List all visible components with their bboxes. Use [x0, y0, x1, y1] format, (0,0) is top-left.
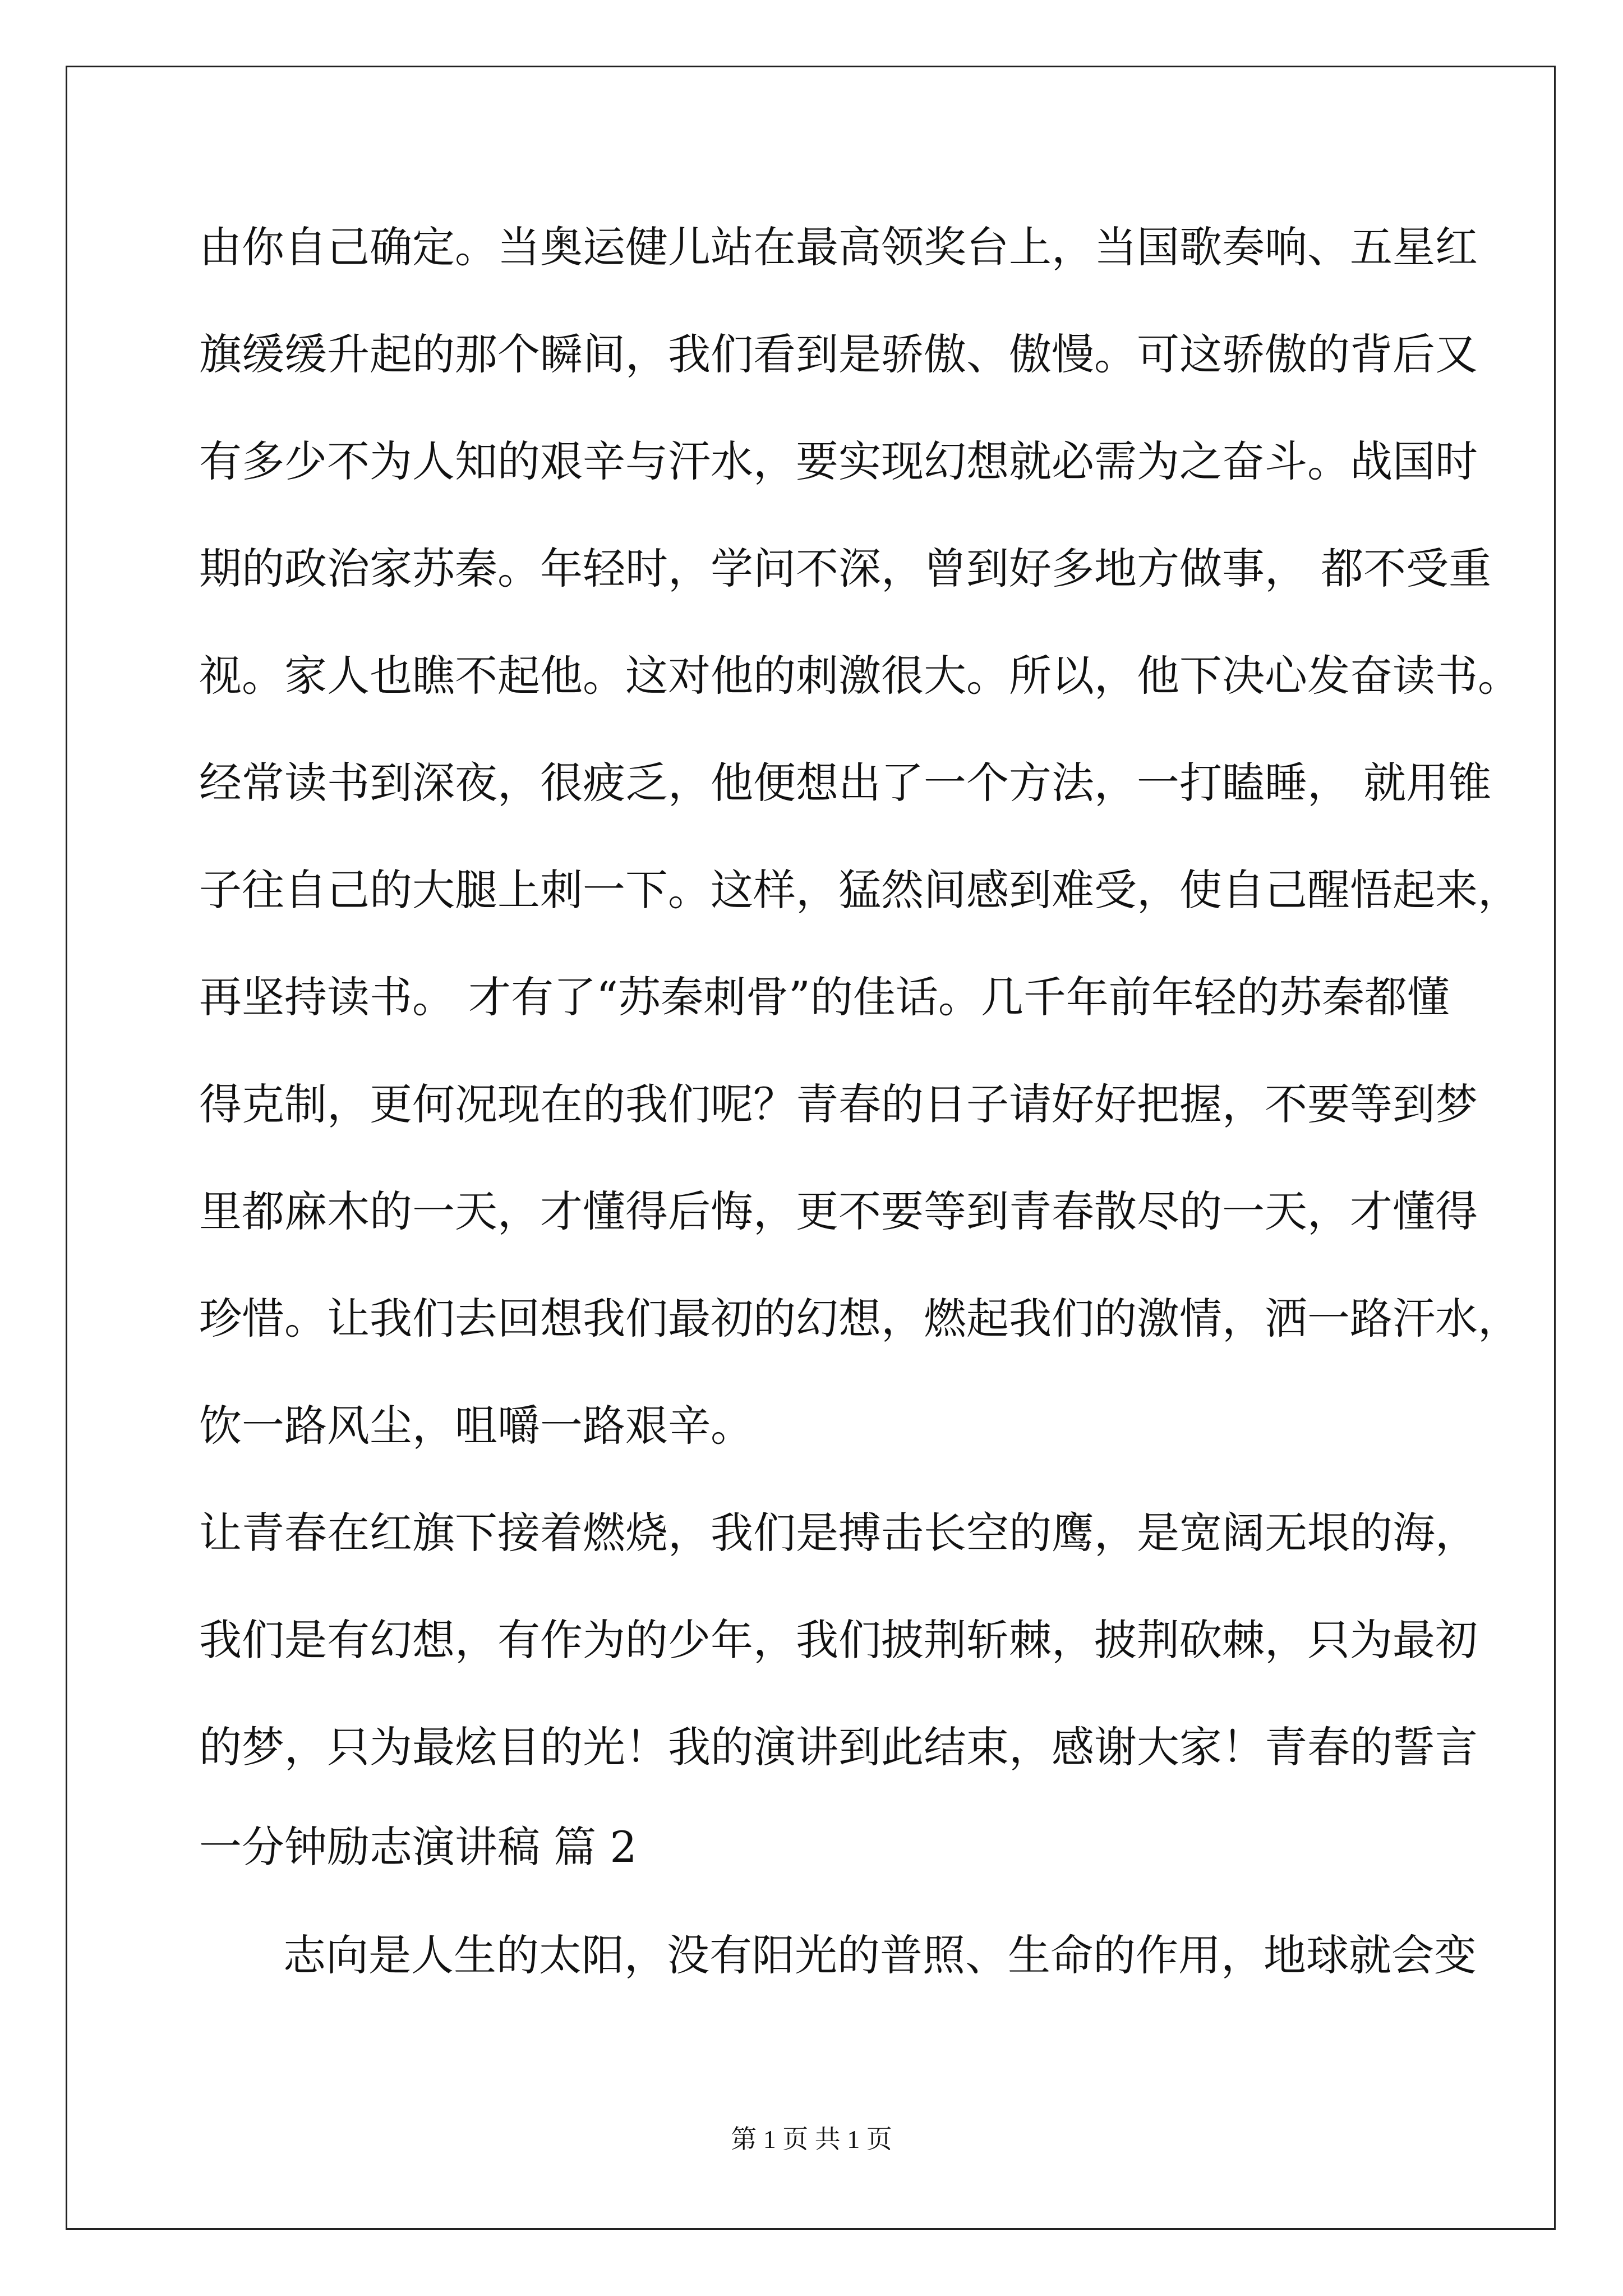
body-line-6: 经常读书到深夜，很疲乏，他便想出了一个方法，一打瞌睡， 就用锥	[199, 758, 1492, 808]
body-line-14: 我们是有幻想，有作为的少年，我们披荆斩棘，披荆砍棘，只为最初	[199, 1615, 1478, 1665]
body-line-11: 珍惜。让我们去回想我们最初的幻想，燃起我们的激情，洒一路汗水，	[199, 1294, 1520, 1343]
body-line-9: 得克制，更何况现在的我们呢？青春的日子请好好把握，不要等到梦	[199, 1079, 1478, 1129]
body-line-2: 旗缓缓升起的那个瞬间，我们看到是骄傲、傲慢。可这骄傲的背后又	[199, 329, 1478, 379]
body-line-15: 的梦，只为最炫目的光！我的演讲到此结束，感谢大家！青春的誓言	[199, 1722, 1478, 1772]
body-line-8: 再坚持读书。 才有了“苏秦刺骨”的佳话。几千年前年轻的苏秦都懂	[199, 972, 1450, 1022]
body-line-4: 期的政治家苏秦。年轻时，学问不深，曾到好多地方做事， 都不受重	[199, 544, 1492, 593]
body-line-1: 由你自己确定。当奥运健儿站在最高领奖台上，当国歌奏响、五星红	[199, 222, 1478, 272]
body-line-13: 让青春在红旗下接着燃烧，我们是搏击长空的鹰，是宽阔无垠的海，	[199, 1508, 1478, 1558]
page-border	[66, 66, 1556, 2230]
body-line-3: 有多少不为人知的艰辛与汗水，要实现幻想就必需为之奋斗。战国时	[199, 436, 1478, 486]
body-line-5: 视。家人也瞧不起他。这对他的刺激很大。所以，他下决心发奋读书。	[199, 651, 1520, 701]
body-line-12: 饮一路风尘，咀嚼一路艰辛。	[199, 1401, 753, 1451]
body-line-17: 志向是人生的太阳，没有阳光的普照、生命的作用，地球就会变	[283, 1930, 1477, 1980]
body-line-10: 里都麻木的一天，才懂得后悔，更不要等到青春散尽的一天，才懂得	[199, 1186, 1478, 1236]
body-line-7: 子往自己的大腿上刺一下。这样，猛然间感到难受，使自己醒悟起来，	[199, 865, 1520, 915]
section-heading: 一分钟励志演讲稿 篇 2	[199, 1822, 637, 1872]
page-footer: 第 1 页 共 1 页	[731, 2125, 892, 2154]
